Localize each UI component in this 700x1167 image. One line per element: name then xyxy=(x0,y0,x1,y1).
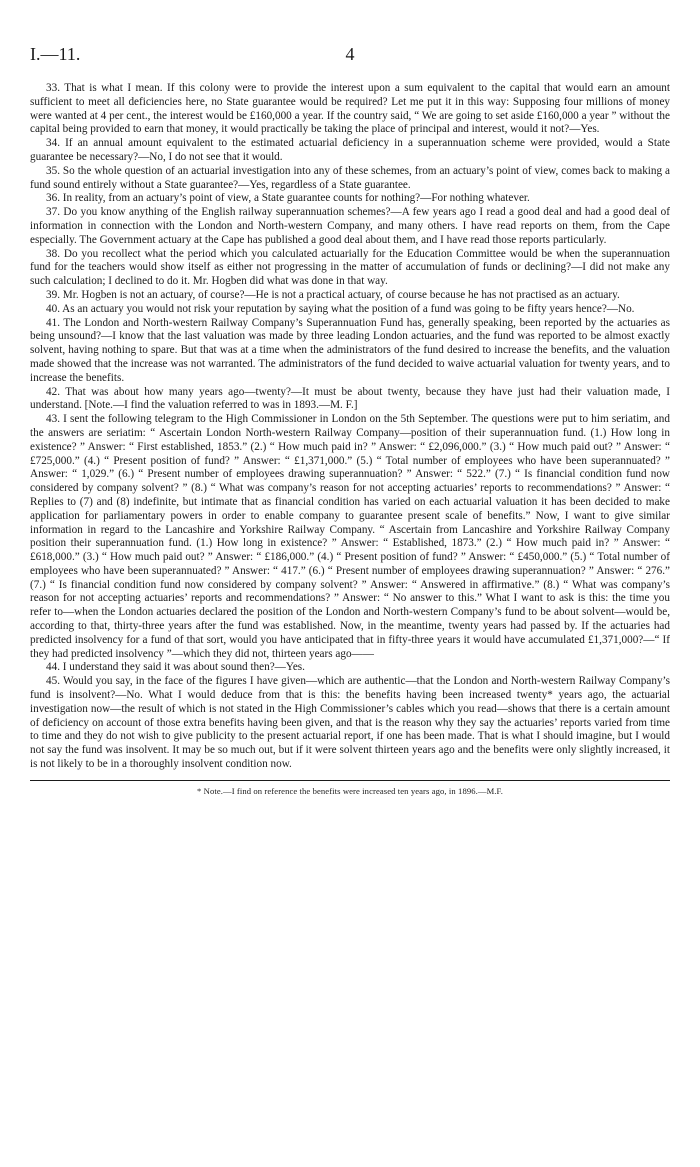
footnote-divider xyxy=(30,780,670,781)
paragraph-40: 40. As an actuary you would not risk your reputation by saying what the position of a fund was going to be fifty years hence?—No. xyxy=(46,302,635,315)
paragraph-37: 37. Do you know anything of the English railway superannuation schemes?—A few years ago I read a good deal and had a good deal of information in connection with the London and North-western Company, and many others. I have read reports on them, from the Cape especially. The Government actuary at the Cape has published a good deal about them, and I have read those reports particularly. xyxy=(30,206,670,246)
paragraph-44: 44. I understand they said it was about sound then?—Yes. xyxy=(46,661,305,674)
paragraph-36: 36. In reality, from an actuary’s point of view, a State guarantee counts for nothing?—For nothing whatever. xyxy=(46,192,530,205)
body-text xyxy=(30,82,670,772)
document-reference: I.—11. xyxy=(30,44,81,64)
paragraph-38: 38. Do you recollect what the period which you calculated actuarially for the Education Committee would be when the superannuation fund for the teachers would show itself as either not progressing in the matter of accumulation of funds or declining?—I did not make any such calculation; I declined to do it. Mr. Hogben did what was done in that way. xyxy=(30,247,670,288)
paragraph-42: 42. That was about how many years ago—twenty?—It must be about twenty, because they have just had their valuation made, I understand. [Note.—I find the valuation referred to was in 1893.—M. F.] xyxy=(30,385,670,412)
paragraph-33: 33. That is what I mean. If this colony were to provide the interest upon a sum equivalent to the capital that would earn an amount sufficient to meet all deficiencies here, no State guarantee would be required? Let me put it in this way: Supposing four millions of money were wanted at 4 per cent., the interest would be £160,000 a year. If the country said, “ We are going to set aside £160,000 a year ” without the capital being provided to earn that money, it would practically be taking the place of principal and interest, would it not?—Yes. xyxy=(30,82,670,136)
paragraph-34: 34. If an annual amount equivalent to the estimated actuarial deficiency in a superannuation scheme were provided, would a State guarantee be necessary?—No, I do not see that it would. xyxy=(30,137,670,163)
paragraph-41: 41. The London and North-western Railway Company’s Superannuation Fund has, generally speaking, been reported by the actuaries as being unsound?—I know that the last valuation was made by three leading London actuaries, and the fund was reported to be almost exactly solvent, having nothing to spare. But that was at a time when the administrators of the fund desired to increase the benefits, and the valuation made showed that the increase was not warranted. The administrators of the fund decided to waive actuarial valuation for twenty years, and to increase the benefits. xyxy=(30,316,670,384)
page-number: 4 xyxy=(345,44,355,64)
paragraph-35: 35. So the whole question of an actuarial investigation into any of these schemes, from an actuary’s point of view, comes back to making a fund sound entirely without a State guarantee?—Yes, regardless of a State guarantee. xyxy=(30,164,670,191)
paragraph-45: 45. Would you say, in the face of the figures I have given—which are authentic—that the London and North-western Railway Company’s fund is insolvent?—No. What I would deduce from that is this: the benefits having been increased twenty* years ago, the actuarial investigation now—the result of which is not stated in the High Commissioner’s cables which you read—shows that there is a certain amount of deficiency on account of those extra benefits having been given, and that is the reason why they say the actuaries’ reports varied from time to time and they do not wish to give publicity to the present actuarial report, if one has been made. That is what I should imagine, but I would not say the fund was insolvent. It may be so much out, but if it were solvent thirteen years ago and the benefits were only slightly increased, it is not likely to be in a thoroughly insolvent condition now. xyxy=(30,675,670,771)
paragraph-39: 39. Mr. Hogben is not an actuary, of course?—He is not a practical actuary, of course because he has not practised as an actuary. xyxy=(46,288,620,301)
page-header xyxy=(30,44,670,68)
footnote: * Note.—I find on reference the benefits were increased ten years ago, in 1896.—M.F. xyxy=(197,785,503,796)
paragraph-43: 43. I sent the following telegram to the High Commissioner in London on the 5th September. The questions were put to him seriatim, and the answers are seriatim: “ Ascertain London North-western Railway Company—position of their superannuation fund. (1.) How long in existence? ” Answer: “ First established, 1853.” (2.) “ How much paid in? ” Answer: “ £2,096,000.” (3.) “ How much paid out? ” Answer: “ £725,000.” (4.) “ Present position of fund? ” Answer: “ £1,371,000.” (5.) “ Total number of employees who have been superannuated? ” Answer: “ 1,029.” (6.) “ Present number of employees drawing superannuation? ” Answer: “ 522.” (7.) “ Is financial condition fund now considered by company solvent? ” (8.) “ What was company’s reason for not accepting actuaries’ reports to recommendations? ” Answer: “ Replies to (7) and (8) indefinite, but intimate that as financial condition has varied on each actuarial valuation it has been decided to make application for parliamentary powers in order to enable company to guarantee present scale of benefits.” Now, I want to give similar information in regard to the Lancashire and Yorkshire Railway Company. “ Ascertain from Lancashire and Yorkshire Railway Company position their superannuation fund. (1.) How long in existence? ” Answer: “ Established, 1873.” (2.) “ How much paid in? ” Answer: “ £618,000.” (3.) “ How much paid out? ” Answer: “ £186,000.” (4.) “ Present position of fund? ” Answer: “ £450,000.” (5.) “ Total number of employees who have been superannuated? ” Answer: “ 417.” (6.) “ Present number of employees drawing superannuation? ” Answer: “ 276.” (7.) “ Is financial condition fund now considered by company solvent? ” Answer: “ Answered in affirmative.” (8.) “ What was company’s reason for not accepting actuaries’ reports and recommendations? ” Answer: “ No answer to this.” What I want to ask is this: the time you refer to—when the London actuaries declared the position of the London and North-western Company’s fund to be about solvent—would be, according to that, thirty-three years after the fund was established. Now, in the meantime, twenty years had passed by. If the actuaries had predicted insolvency for a fund of that sort, would you have anticipated that in fifty-three years it would have accumulated £1,371,000?—“ If they had predicted insolvency ”—which they did not, thirteen years ago—— xyxy=(30,413,670,660)
